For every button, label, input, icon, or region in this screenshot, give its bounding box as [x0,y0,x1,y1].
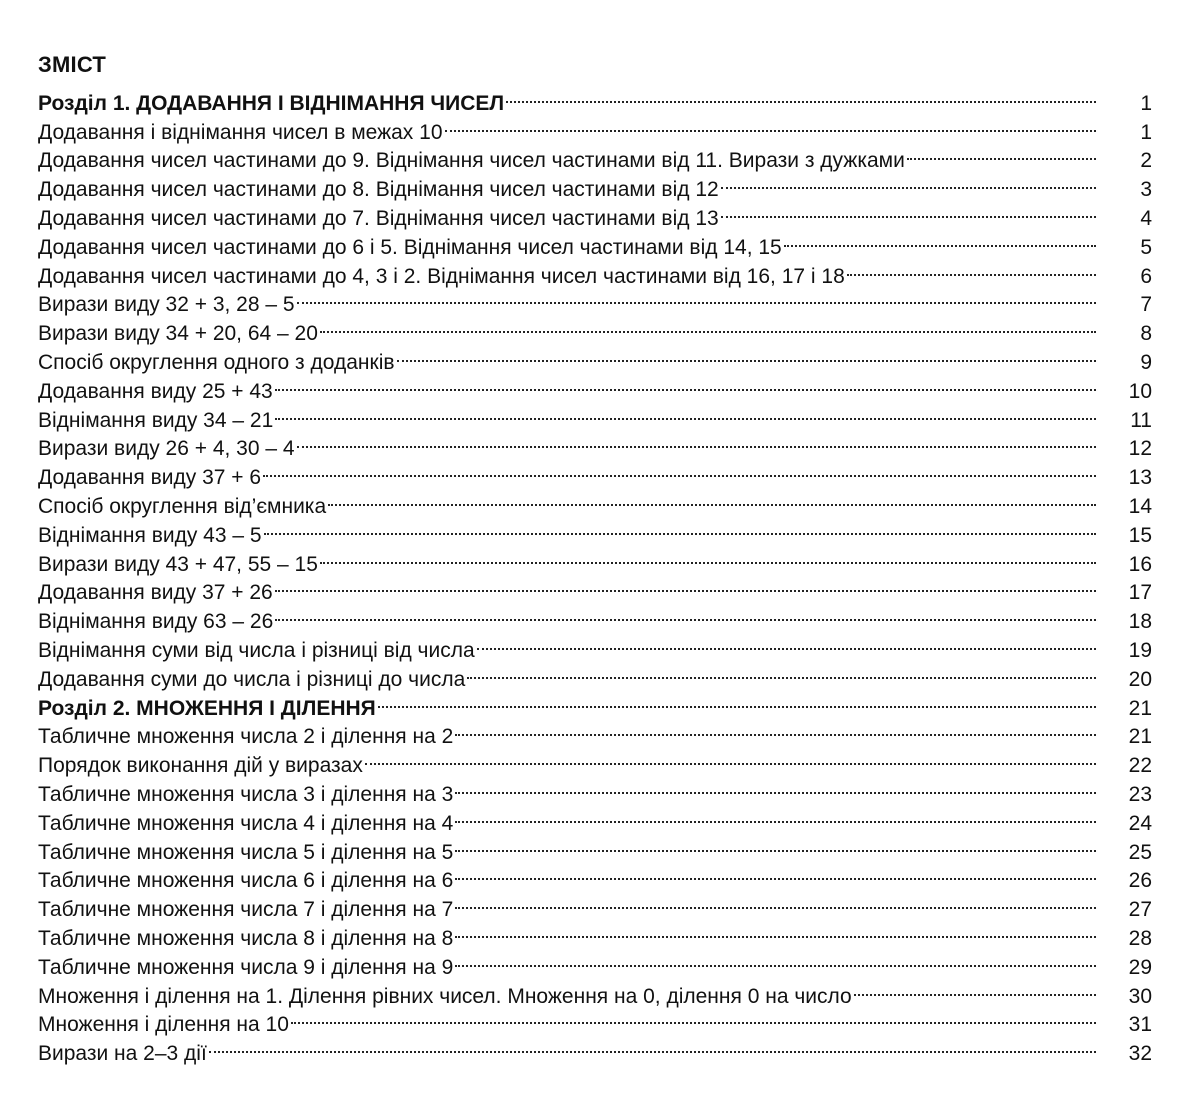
toc-dot-leader [455,887,1096,916]
toc-entry-title: Табличне множення числа 7 і ділення на 7 [38,898,454,922]
toc-dot-leader [455,830,1096,859]
toc-dot-leader [297,427,1096,456]
toc-dot-leader [320,311,1096,340]
toc-dot-leader [378,686,1096,715]
toc-dot-leader [721,167,1096,196]
toc-page-number: 27 [1128,898,1152,922]
toc-entry-title: Табличне множення числа 4 і ділення на 4 [38,811,454,835]
toc-page-number: 9 [1140,350,1152,374]
toc-page-number: 6 [1140,264,1152,288]
toc-list [38,81,1152,1066]
toc-dot-leader [455,801,1096,830]
toc-entry-title: Додавання виду 37 + 26 [38,581,273,605]
toc-entry-title: Вирази виду 32 + 3, 28 – 5 [38,293,295,317]
toc-dot-leader [455,945,1096,974]
toc-entry-title: Вирази виду 43 + 47, 55 – 15 [38,552,318,576]
toc-dot-leader [455,715,1096,744]
toc-dot-leader [721,196,1096,225]
toc-entry-title: Спосіб округлення одного з доданків [38,350,395,374]
toc-page-number: 17 [1128,581,1152,605]
toc-entry-title: Табличне множення числа 2 і ділення на 2 [38,725,454,749]
toc-dot-leader [397,340,1096,369]
toc-page-number: 16 [1128,552,1152,576]
toc-dot-leader [455,772,1096,801]
toc-entry-title: Додавання чисел частинами до 7. Віднімання чисел частинами від 13 [38,206,719,230]
toc-entry-title: Додавання суми до числа і різниці до числа [38,667,466,691]
toc-page-number: 3 [1140,178,1152,202]
toc-page-number: 32 [1128,1042,1152,1066]
toc-section-entry[interactable] [38,81,1152,115]
toc-dot-leader [854,974,1096,1003]
toc-entry-title: Вирази виду 26 + 4, 30 – 4 [38,437,295,461]
toc-page-number: 4 [1140,206,1152,230]
toc-page-number: 19 [1128,638,1152,662]
toc-page-number: 28 [1128,926,1152,950]
toc-page-number: 5 [1140,235,1152,259]
toc-entry-title: Додавання чисел частинами до 8. Віднімання чисел частинами від 12 [38,178,719,202]
toc-dot-leader [264,513,1096,542]
toc-page-number: 23 [1128,782,1152,806]
toc-heading: ЗМІСТ [38,52,106,77]
toc-dot-leader [263,455,1096,484]
toc-page-number: 26 [1128,869,1152,893]
toc-page-number: 12 [1128,437,1152,461]
toc-dot-leader [275,571,1096,600]
toc-entry-title: Вирази виду 34 + 20, 64 – 20 [38,322,318,346]
toc-entry-title: Віднімання виду 34 – 21 [38,408,274,432]
toc-entry-title: Множення і ділення на 1. Ділення рівних чисел. Множення на 0, ділення 0 на число [38,984,852,1008]
toc-entry-title: Розділ 1. ДОДАВАННЯ І ВІДНІМАННЯ ЧИСЕЛ [38,91,505,115]
toc-page-number: 15 [1128,523,1152,547]
toc-page-number: 21 [1128,696,1152,720]
toc-page-number: 2 [1140,149,1152,173]
toc-page-number: 24 [1128,811,1152,835]
toc-dot-leader [445,110,1097,139]
toc-page-number: 11 [1130,408,1152,432]
toc-page-number: 13 [1128,466,1152,490]
toc-page-number: 1 [1140,91,1152,115]
toc-page-number: 25 [1128,840,1152,864]
toc-page [38,52,1152,1066]
toc-entry-title: Додавання виду 25 + 43 [38,379,273,403]
toc-entry-title: Множення і ділення на 10 [38,1013,289,1037]
toc-entry-title: Спосіб округлення від’ємника [38,494,327,518]
toc-page-number: 10 [1128,379,1152,403]
toc-dot-leader [784,225,1096,254]
toc-page-number: 14 [1128,494,1152,518]
toc-dot-leader [297,283,1096,312]
toc-page-number: 29 [1128,955,1152,979]
toc-entry-title: Табличне множення числа 3 і ділення на 3 [38,782,454,806]
toc-entry-title: Табличне множення числа 8 і ділення на 8 [38,926,454,950]
toc-dot-leader [320,542,1096,571]
toc-page-number: 8 [1140,322,1152,346]
toc-page-number: 21 [1128,725,1152,749]
toc-dot-leader [275,398,1096,427]
toc-entry-title: Додавання чисел частинами до 4, 3 і 2. Віднімання чисел частинами від 16, 17 і 18 [38,264,845,288]
toc-entry-title: Додавання чисел частинами до 6 і 5. Віднімання чисел частинами від 14, 15 [38,235,782,259]
toc-entry-title: Додавання чисел частинами до 9. Віднімання чисел частинами від 11. Вирази з дужками [38,149,905,173]
toc-entry-title: Віднімання виду 43 – 5 [38,523,262,547]
toc-dot-leader [365,743,1096,772]
toc-dot-leader [907,139,1096,168]
toc-dot-leader [467,657,1096,686]
toc-entry-title: Додавання виду 37 + 6 [38,466,262,490]
toc-dot-leader [455,916,1096,945]
toc-entry-title: Табличне множення числа 6 і ділення на 6 [38,869,454,893]
toc-page-number: 31 [1128,1013,1152,1037]
toc-entry-title: Порядок виконання дій у виразах [38,754,363,778]
toc-dot-leader [847,254,1096,283]
toc-entry-title: Віднімання суми від числа і різниці від числа [38,638,475,662]
toc-entry-title: Віднімання виду 63 – 26 [38,610,274,634]
toc-dot-leader [209,1031,1096,1060]
toc-dot-leader [275,599,1096,628]
toc-page-number: 7 [1140,293,1152,317]
toc-entry-title: Табличне множення числа 9 і ділення на 9 [38,955,454,979]
toc-page-number: 22 [1128,754,1152,778]
toc-dot-leader [477,628,1096,657]
toc-dot-leader [506,81,1096,110]
toc-dot-leader [455,859,1096,888]
toc-dot-leader [291,1003,1096,1032]
toc-page-number: 20 [1128,667,1152,691]
toc-dot-leader [328,484,1096,513]
toc-page-number: 1 [1140,120,1152,144]
toc-page-number: 30 [1128,984,1152,1008]
toc-entry-title: Додавання і віднімання чисел в межах 10 [38,120,443,144]
toc-entry-title: Розділ 2. МНОЖЕННЯ І ДІЛЕННЯ [38,696,376,720]
toc-entry-title: Табличне множення числа 5 і ділення на 5 [38,840,454,864]
toc-dot-leader [275,369,1096,398]
toc-entry-title: Вирази на 2–3 дії [38,1042,207,1066]
toc-page-number: 18 [1128,610,1152,634]
